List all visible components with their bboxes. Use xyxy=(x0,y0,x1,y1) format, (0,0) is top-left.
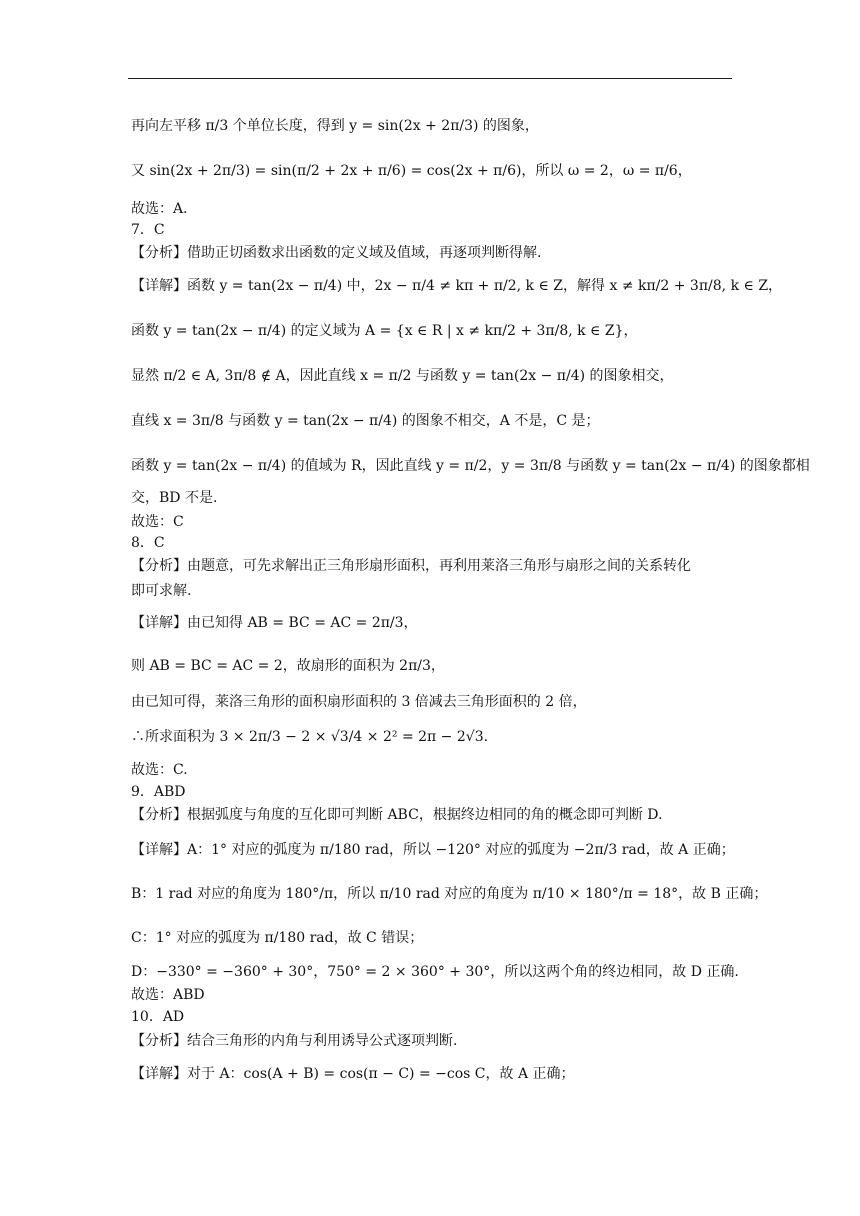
text-line-15: 即可求解. xyxy=(131,583,192,599)
text-line-6: 【详解】函数 y = tan(2x − π/4) 中，2x − π/4 ≠ kπ + π/2, k ∈ Z，解得 x ≠ kπ/2 + 3π/8, k ∈ Z， xyxy=(131,278,783,294)
text-line-23: 【详解】A：1° 对应的弧度为 π/180 rad，所以 −120° 对应的弧度为 −2π/3 rad，故 A 正确； xyxy=(131,842,735,858)
text-line-27: 故选：ABD xyxy=(131,987,205,1003)
text-line-29: 【分析】结合三角形的内角与利用诱导公式逐项判断. xyxy=(131,1033,458,1049)
text-line-10: 函数 y = tan(2x − π/4) 的值域为 R，因此直线 y = π/2，y = 3π/8 与函数 y = tan(2x − π/4) 的图象都相 xyxy=(131,458,810,474)
text-line-13: 8．C xyxy=(131,535,165,551)
text-line-2: 又 sin(2x + 2π/3) = sin(π/2 + 2x + π/6) = cos(2x + π/6)，所以 ω = 2，ω = π/6， xyxy=(131,163,692,179)
text-line-11: 交，BD 不是. xyxy=(131,490,218,506)
text-line-19: ∴所求面积为 3 × 2π/3 − 2 × √3/4 × 2² = 2π − 2√3． xyxy=(131,729,498,745)
text-line-17: 则 AB = BC = AC = 2，故扇形的面积为 2π/3， xyxy=(131,658,445,674)
text-line-7: 函数 y = tan(2x − π/4) 的定义域为 A = {x ∈ R | x ≠ kπ/2 + 3π/8, k ∈ Z}， xyxy=(131,323,638,339)
text-line-3: 故选：A． xyxy=(131,201,198,217)
text-line-24: B：1 rad 对应的角度为 180°/π，所以 π/10 rad 对应的角度为 π/10 × 180°/π = 18°，故 B 正确； xyxy=(131,886,768,902)
text-line-26: D：−330° = −360° + 30°，750° = 2 × 360° + 30°，所以这两个角的终边相同，故 D 正确. xyxy=(131,964,739,980)
text-line-12: 故选：C xyxy=(131,514,184,530)
text-line-30: 【详解】对于 A：cos(A + B) = cos(π − C) = −cos C，故 A 正确； xyxy=(131,1066,575,1082)
text-line-28: 10．AD xyxy=(131,1009,185,1025)
text-line-18: 由已知可得，莱洛三角形的面积扇形面积的 3 倍减去三角形面积的 2 倍， xyxy=(131,694,587,710)
text-line-25: C：1° 对应的弧度为 π/180 rad，故 C 错误； xyxy=(131,930,424,946)
text-line-8: 显然 π/2 ∈ A, 3π/8 ∉ A，因此直线 x = π/2 与函数 y = tan(2x − π/4) 的图象相交， xyxy=(131,368,674,384)
text-line-5: 【分析】借助正切函数求出函数的定义域及值域，再逐项判断得解. xyxy=(131,245,542,261)
text-line-16: 【详解】由已知得 AB = BC = AC = 2π/3， xyxy=(131,615,418,631)
text-line-21: 9．ABD xyxy=(131,784,186,800)
header-rule xyxy=(128,78,732,79)
text-line-9: 直线 x = 3π/8 与函数 y = tan(2x − π/4) 的图象不相交，A 不是，C 是； xyxy=(131,413,600,429)
text-line-22: 【分析】根据弧度与角度的互化即可判断 ABC，根据终边相同的角的概念即可判断 D. xyxy=(131,807,663,823)
text-line-20: 故选：C. xyxy=(131,762,188,778)
text-line-14: 【分析】由题意，可先求解出正三角形扇形面积，再利用莱洛三角形与扇形之间的关系转化 xyxy=(131,558,691,574)
text-line-1: 再向左平移 π/3 个单位长度，得到 y = sin(2x + 2π/3) 的图象， xyxy=(131,118,539,134)
text-line-4: 7．C xyxy=(131,222,165,238)
